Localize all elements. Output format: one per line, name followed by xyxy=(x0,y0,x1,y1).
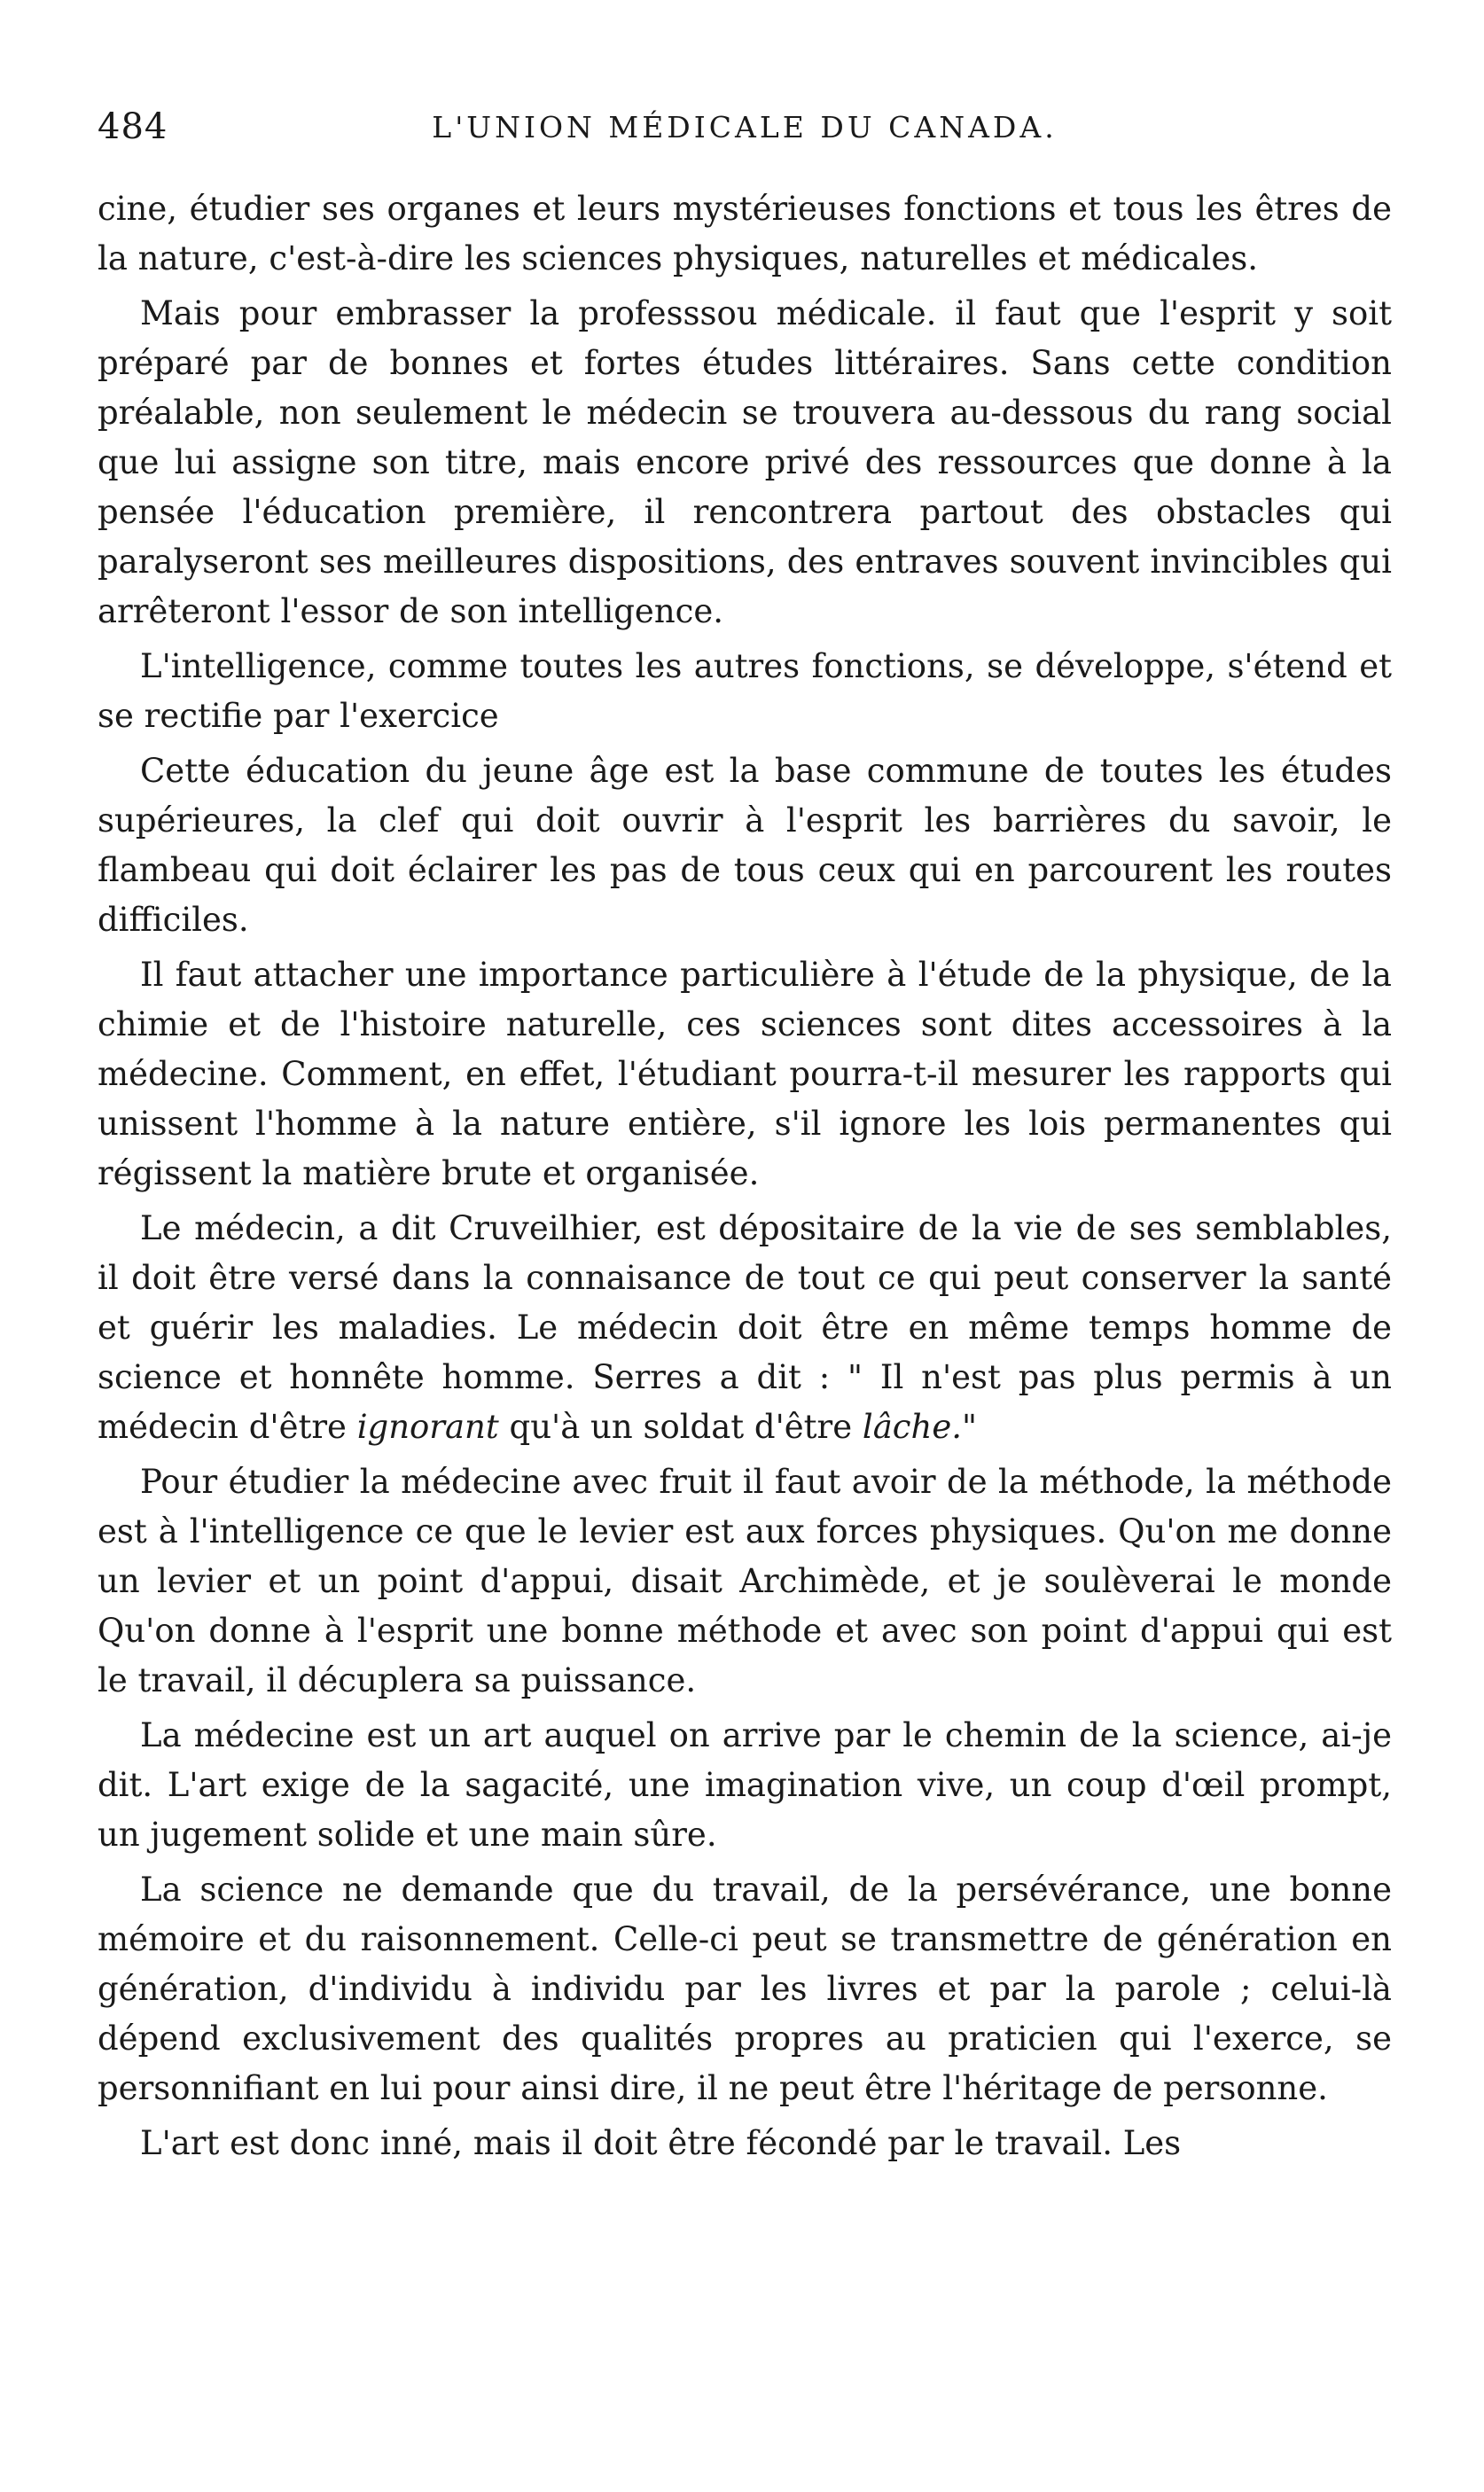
paragraph-3: L'intelligence, comme toutes les autres fonctions, se développe, s'étend et se rectifie par l'exercice xyxy=(98,647,1392,735)
paragraph-7: Pour étudier la médecine avec fruit il faut avoir de la méthode, la méthode est à l'intelligence ce que le levier est aux forces physiques. Qu'on me donne un levier et un point d'appui, disait Archimède, et je soulèverai le monde Qu'on donne à l'esprit une bonne méthode et avec son point d'appui qui est le travail, il décuplera sa puissance. xyxy=(98,1463,1392,1699)
paragraph-1: cine, étudier ses organes et leurs mystérieuses fonctions et tous les êtres de la nature, c'est-à-dire les sciences physiques, naturelles et médicales. xyxy=(98,190,1392,277)
paragraph-10: L'art est donc inné, mais il doit être fécondé par le travail. Les xyxy=(140,2124,1182,2162)
paragraph-4: Cette éducation du jeune âge est la base commune de toutes les études supérieures, la clef qui doit ouvrir à l'esprit les barrières du savoir, le flambeau qui doit éclairer les pas de tous ceux qui en parcourent les routes difficiles. xyxy=(98,752,1392,939)
paragraph-5: Il faut attacher une importance particulière à l'étude de la physique, de la chimie et de l'histoire naturelle, ces sciences sont dites accessoires à la médecine. Comment, en effet, l'étudiant pourra-t-il mesurer les rapports qui unissent l'homme à la nature entière, s'il ignore les lois permanentes qui régissent la matière brute et organisée. xyxy=(98,956,1392,1192)
journal-title: L'UNION MÉDICALE DU CANADA. xyxy=(432,110,1058,145)
paragraph-9: La science ne demande que du travail, de la persévérance, une bonne mémoire et du raisonnement. Celle-ci peut se transmettre de génération en génération, d'individu à individu par les livres et par la parole ; celui-là dépend exclusivement des qualités propres au praticien qui l'exerce, se personnifiant en lui pour ainsi dire, il ne peut être l'héritage de personne. xyxy=(98,1871,1392,2107)
paragraph-6-text-after: " xyxy=(962,1408,978,1446)
paragraph-6 xyxy=(98,1204,1392,1452)
italic-word-ignorant: ignorant xyxy=(356,1408,499,1446)
document-page xyxy=(98,106,1392,2174)
italic-word-lache: lâche. xyxy=(862,1408,963,1446)
paragraph-2: Mais pour embrasser la professsou médicale. il faut que l'esprit y soit préparé par de bonnes et fortes études littéraires. Sans cette condition préalable, non seulement le médecin se trouvera au-dessous du rang social que lui assigne son titre, mais encore privé des ressources que donne à la pensée l'éducation première, il rencontrera partout des obstacles qui paralyseront ses meilleures dispositions, des entraves souvent invincibles qui arrêteront l'essor de son intelligence. xyxy=(98,294,1392,630)
running-header xyxy=(98,106,1392,168)
paragraph-8: La médecine est un art auquel on arrive par le chemin de la science, ai-je dit. L'art exige de la sagacité, une imagination vive, un coup d'œil prompt, un jugement solide et une main sûre. xyxy=(98,1716,1392,1854)
paragraph-6-text-middle: qu'à un soldat d'être xyxy=(498,1408,863,1446)
page-number: 484 xyxy=(98,106,168,147)
paragraph-6-text-before: Le médecin, a dit Cruveilhier, est dépositaire de la vie de ses semblables, il doit être versé dans la connaisance de tout ce qui peut conserver la santé et guérir les maladies. Le médecin doit être en même temps homme de science et honnête homme. Serres a dit : " Il n'est pas plus permis à un médecin d'être xyxy=(98,1209,1392,1446)
